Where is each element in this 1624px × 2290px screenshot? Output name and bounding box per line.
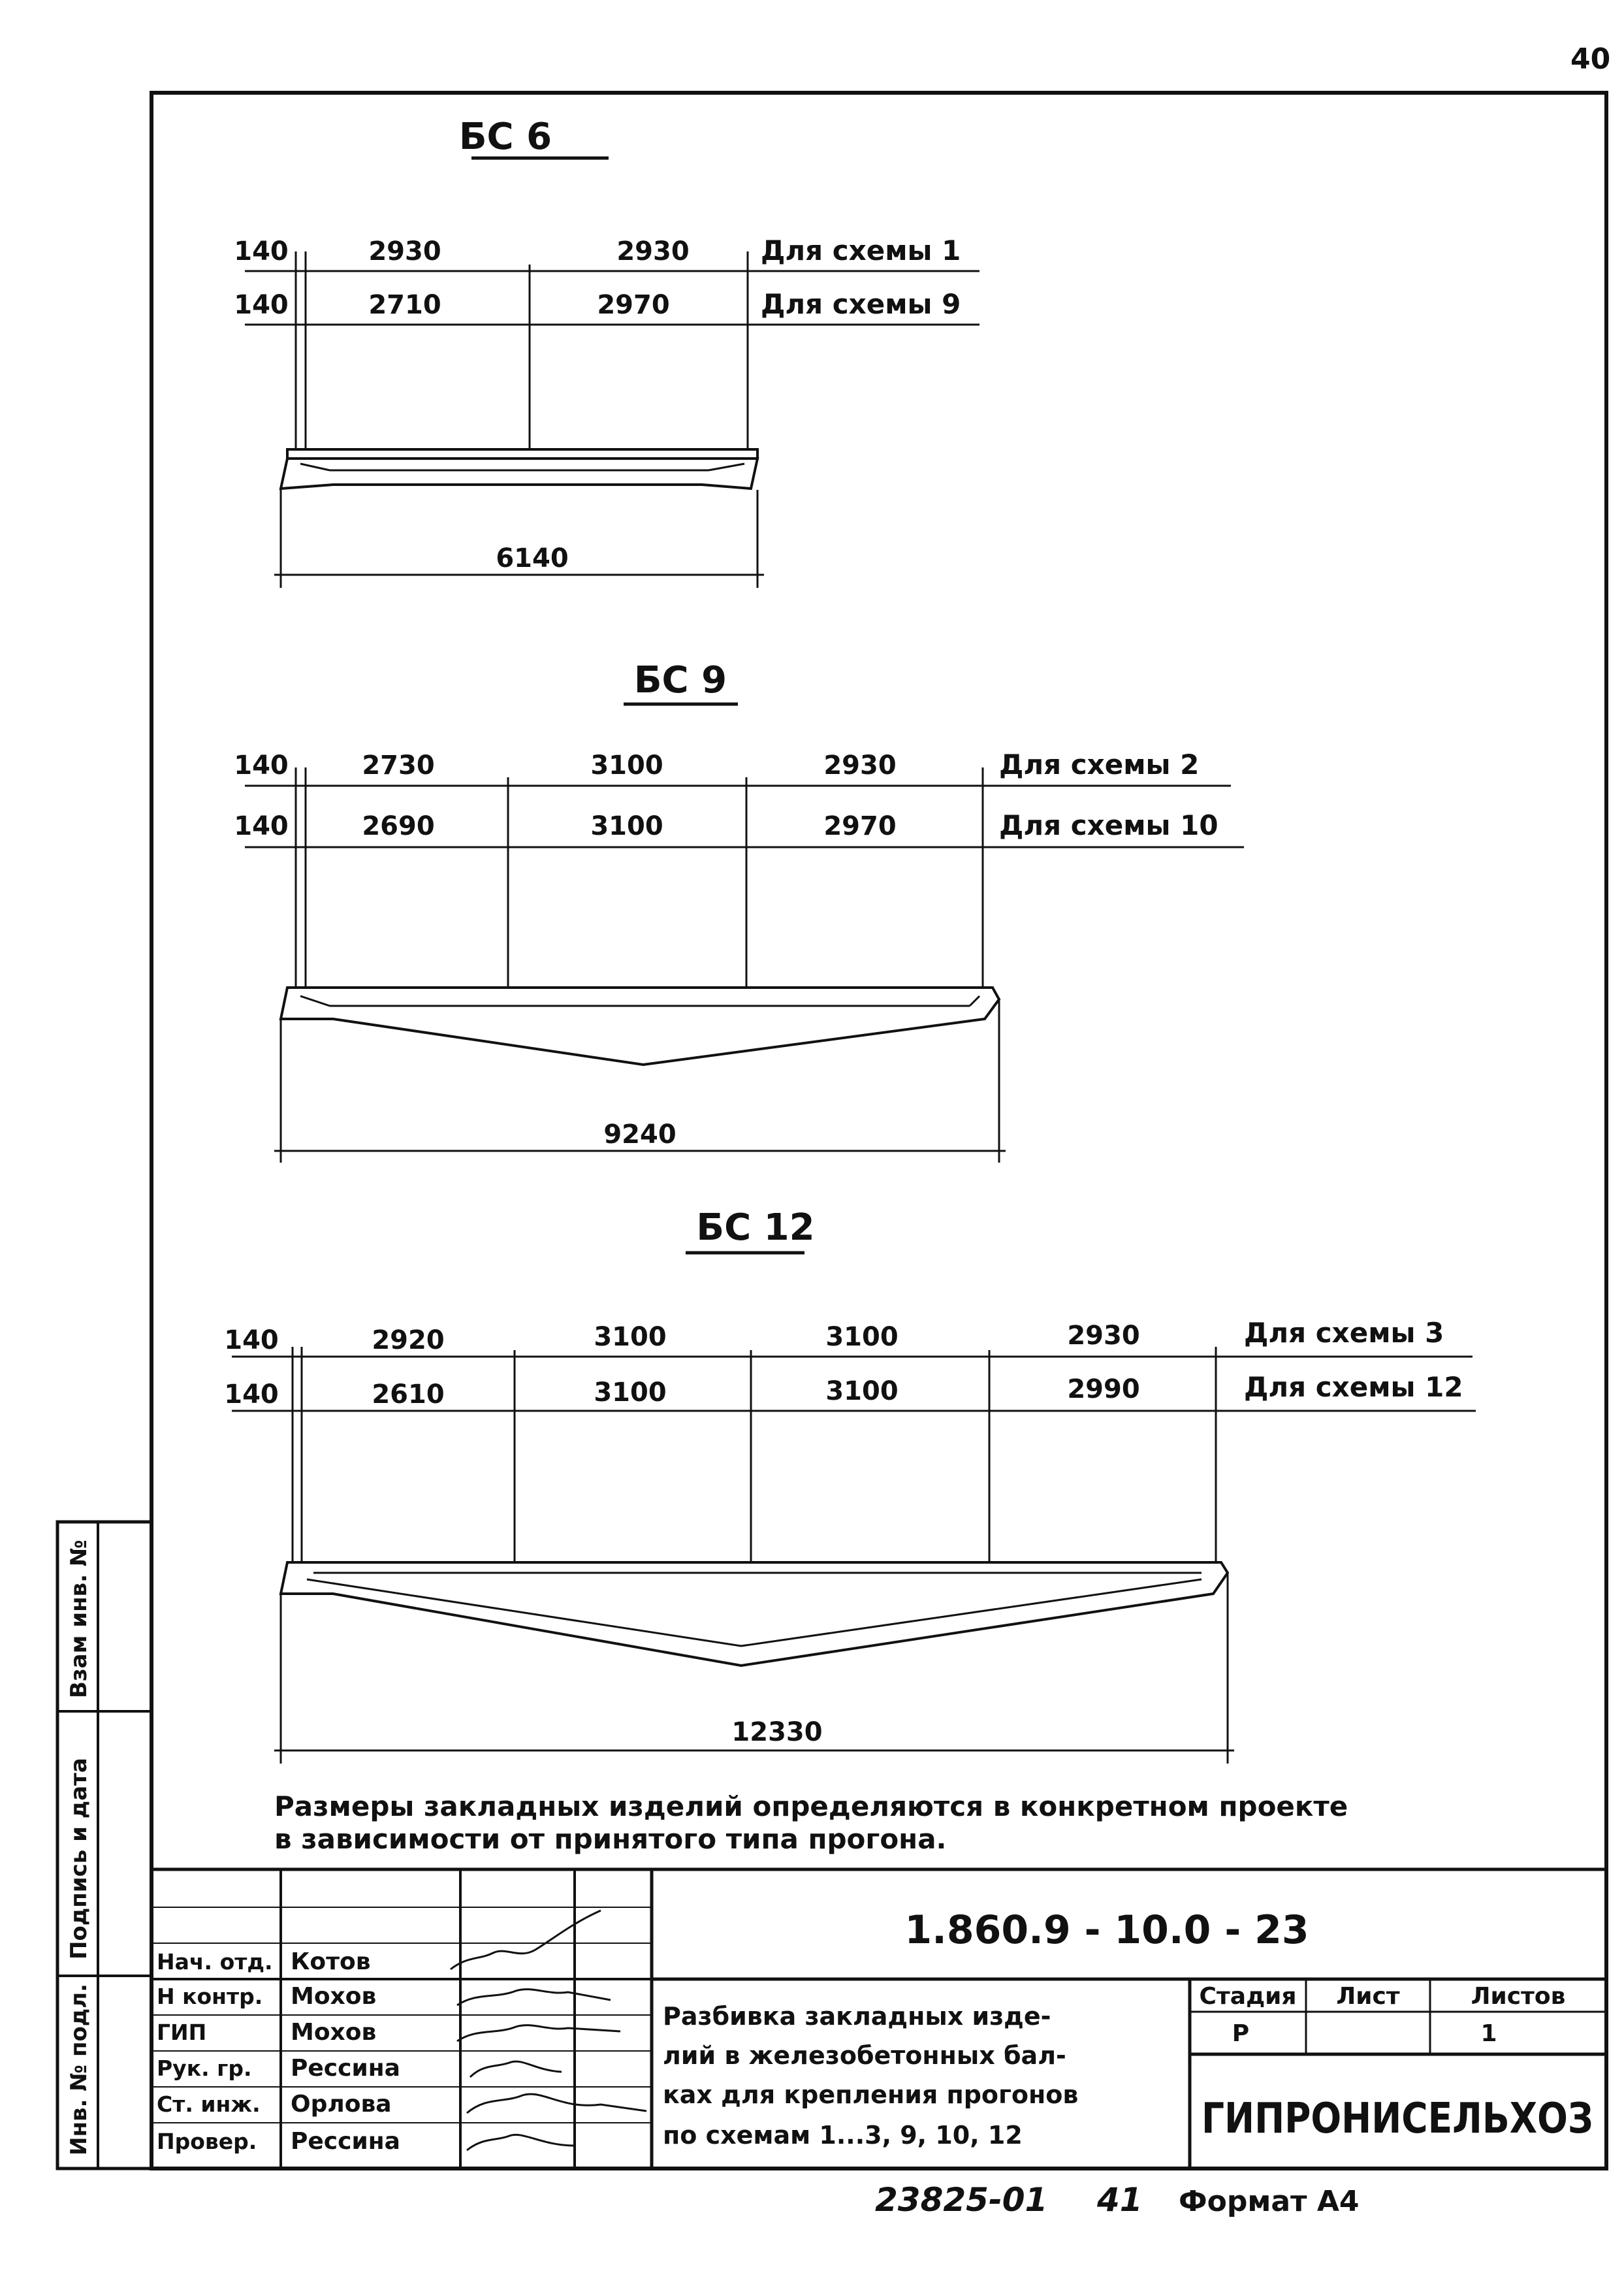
bs12-row1-offset: 140 [224, 1325, 279, 1355]
bs6-total: 6140 [496, 543, 569, 573]
description-line2: лий в железобетонных бал- [663, 2041, 1066, 2070]
bs9-row1-span1: 2730 [362, 750, 435, 781]
bs12-row1-label: Для схемы 3 [1244, 1317, 1444, 1349]
role-ruk-gr: Рук. гр. [157, 2056, 252, 2081]
side-inv-podl: Инв. № подл. [66, 1983, 92, 2155]
beam-bs12-title: БС 12 [696, 1206, 815, 1249]
side-podpis-data: Подпись и дата [66, 1758, 92, 1959]
name-n-kontr: Мохов [291, 1983, 377, 2010]
sheet-header: Лист [1336, 1983, 1400, 2010]
bs9-row2-offset: 140 [234, 811, 289, 841]
title-block [151, 1869, 1606, 2169]
description-line1: Разбивка закладных изде- [663, 2002, 1051, 2031]
bs9-row2-span2: 3100 [590, 811, 663, 841]
note-line2: в зависимости от принятого типа прогона. [274, 1823, 947, 1855]
signature-ressina-2 [467, 2135, 575, 2150]
bs6-row1-offset: 140 [234, 236, 289, 266]
bs6-row1-span2: 2930 [616, 236, 690, 266]
bs9-row1-span3: 2930 [823, 750, 897, 781]
sheets-header: Листов [1471, 1983, 1566, 2010]
bs9-row1-span2: 3100 [590, 750, 663, 781]
beam-bs9-title: БС 9 [633, 659, 727, 702]
beam-bs9 [234, 659, 1244, 1163]
bs9-row2-label: Для схемы 10 [999, 809, 1218, 841]
description-line4: по схемам 1...3, 9, 10, 12 [663, 2121, 1023, 2150]
bs12-row2-span3: 3100 [825, 1376, 899, 1406]
bs9-row2-span3: 2970 [823, 811, 897, 841]
format-label: Формат А4 [1179, 2185, 1360, 2218]
role-nach-otd: Нач. отд. [157, 1949, 273, 1975]
signature-kotov [451, 1911, 601, 1969]
bs12-row2-span1: 2610 [372, 1379, 445, 1410]
signature-orlova [467, 2094, 646, 2113]
bs12-row2-label: Для схемы 12 [1244, 1371, 1463, 1403]
beam-bs6 [234, 116, 979, 588]
side-vzam-inv: Взам инв. № [66, 1540, 92, 1698]
bs12-row1-span3: 3100 [825, 1322, 899, 1352]
bs12-row1-span2: 3100 [594, 1322, 667, 1352]
bs6-row1-span1: 2930 [368, 236, 441, 266]
bs12-row2-offset: 140 [224, 1379, 279, 1410]
name-prover: Рессина [291, 2128, 400, 2155]
role-gip: ГИП [157, 2020, 207, 2045]
frame-border [151, 93, 1606, 2169]
doc-code: 1.860.9 - 10.0 - 23 [904, 1907, 1309, 1953]
beam-bs6-title: БС 6 [458, 116, 552, 158]
signature-mokhov-2 [457, 2025, 620, 2041]
note-line1: Размеры закладных изделий определяются в конкретном проекте [274, 1790, 1348, 1822]
beam-bs12 [224, 1206, 1476, 1764]
bs12-total: 12330 [731, 1717, 823, 1747]
bs12-row2-span4: 2990 [1067, 1374, 1140, 1404]
signature-ressina-1 [470, 2061, 562, 2077]
signature-mokhov-1 [457, 1990, 611, 2005]
bs6-row2-offset: 140 [234, 290, 289, 320]
name-ruk-gr: Рессина [291, 2055, 400, 2082]
name-st-inzh: Орлова [291, 2091, 392, 2118]
stage-header: Стадия [1199, 1983, 1297, 2010]
bs6-row2-label: Для схемы 9 [761, 288, 961, 320]
bs9-row1-label: Для схемы 2 [999, 749, 1200, 781]
bs6-row2-span2: 2970 [597, 290, 670, 320]
sheet-number: 41 [1097, 2181, 1143, 2219]
name-nach-otd: Котов [291, 1948, 371, 1975]
name-gip: Мохов [291, 2019, 377, 2046]
bs12-row2-span2: 3100 [594, 1378, 667, 1408]
page-number: 40 [1570, 42, 1611, 76]
bs9-row1-offset: 140 [234, 750, 289, 781]
role-st-inzh: Ст. инж. [157, 2091, 261, 2117]
side-stamp [57, 1522, 151, 2169]
sheets-value: 1 [1480, 2020, 1497, 2047]
bs12-row1-span1: 2920 [372, 1325, 445, 1355]
stage-value: Р [1232, 2020, 1250, 2047]
description-line3: ках для крепления прогонов [663, 2080, 1079, 2109]
bs6-row1-label: Для схемы 1 [761, 234, 961, 266]
archive-number: 23825-01 [875, 2181, 1048, 2219]
role-n-kontr: Н контр. [157, 1984, 263, 2009]
bs9-row2-span1: 2690 [362, 811, 435, 841]
bs9-total: 9240 [603, 1120, 677, 1150]
bs12-row1-span4: 2930 [1067, 1321, 1140, 1351]
organization: ГИПРОНИСЕЛЬХОЗ [1202, 2095, 1593, 2143]
role-prover: Провер. [157, 2129, 257, 2154]
bs6-row2-span1: 2710 [368, 290, 441, 320]
